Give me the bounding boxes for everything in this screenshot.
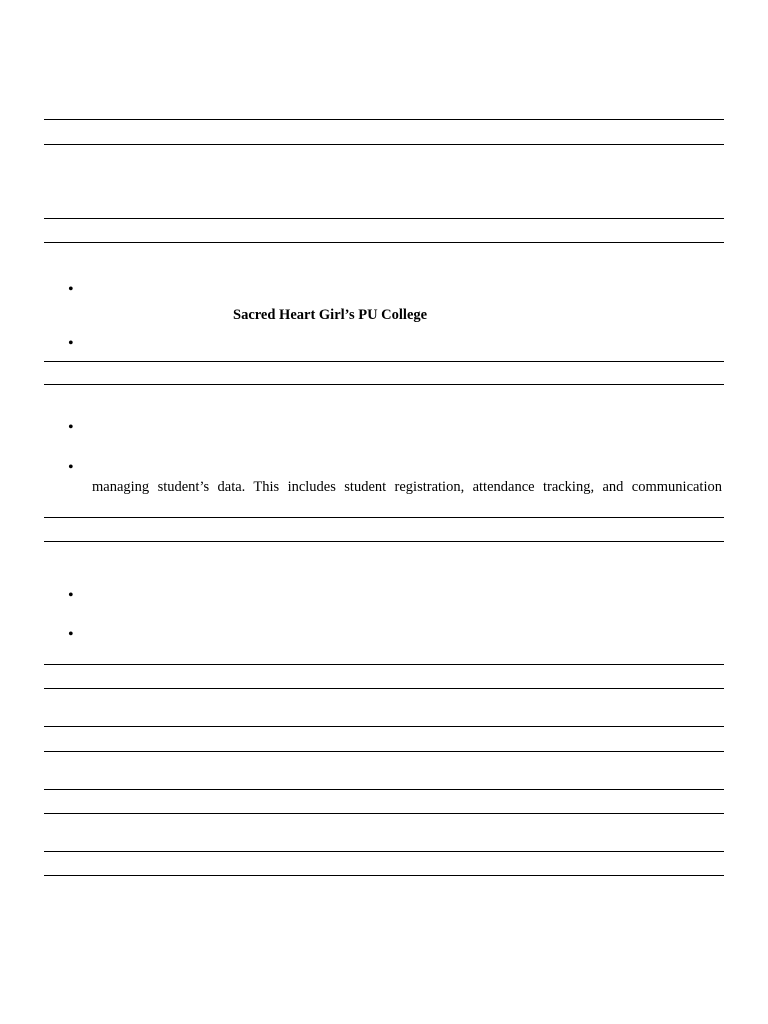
section-rule bbox=[44, 664, 724, 665]
bullet-marker: • bbox=[68, 281, 74, 298]
bullet-marker: • bbox=[68, 459, 74, 476]
section-rule bbox=[44, 851, 724, 852]
section-rule bbox=[44, 384, 724, 385]
bullet-marker: • bbox=[68, 626, 74, 643]
section-rule bbox=[44, 813, 724, 814]
section-rule bbox=[44, 541, 724, 542]
section-rule bbox=[44, 789, 724, 790]
section-rule bbox=[44, 751, 724, 752]
section-rule bbox=[44, 875, 724, 876]
college-name: Sacred Heart Girl’s PU College bbox=[233, 307, 428, 323]
section-rule bbox=[44, 726, 724, 727]
section-rule bbox=[44, 361, 724, 362]
section-rule bbox=[44, 218, 724, 219]
section-rule bbox=[44, 119, 724, 120]
section-rule bbox=[44, 688, 724, 689]
section-rule bbox=[44, 144, 724, 145]
section-rule bbox=[44, 517, 724, 518]
bullet-marker: • bbox=[68, 335, 74, 352]
bullet-marker: • bbox=[68, 587, 74, 604]
section-rule bbox=[44, 242, 724, 243]
project-description-line: managing student’s data. This includes student registration, attendance tracking, and communication bbox=[92, 479, 722, 495]
bullet-marker: • bbox=[68, 419, 74, 436]
